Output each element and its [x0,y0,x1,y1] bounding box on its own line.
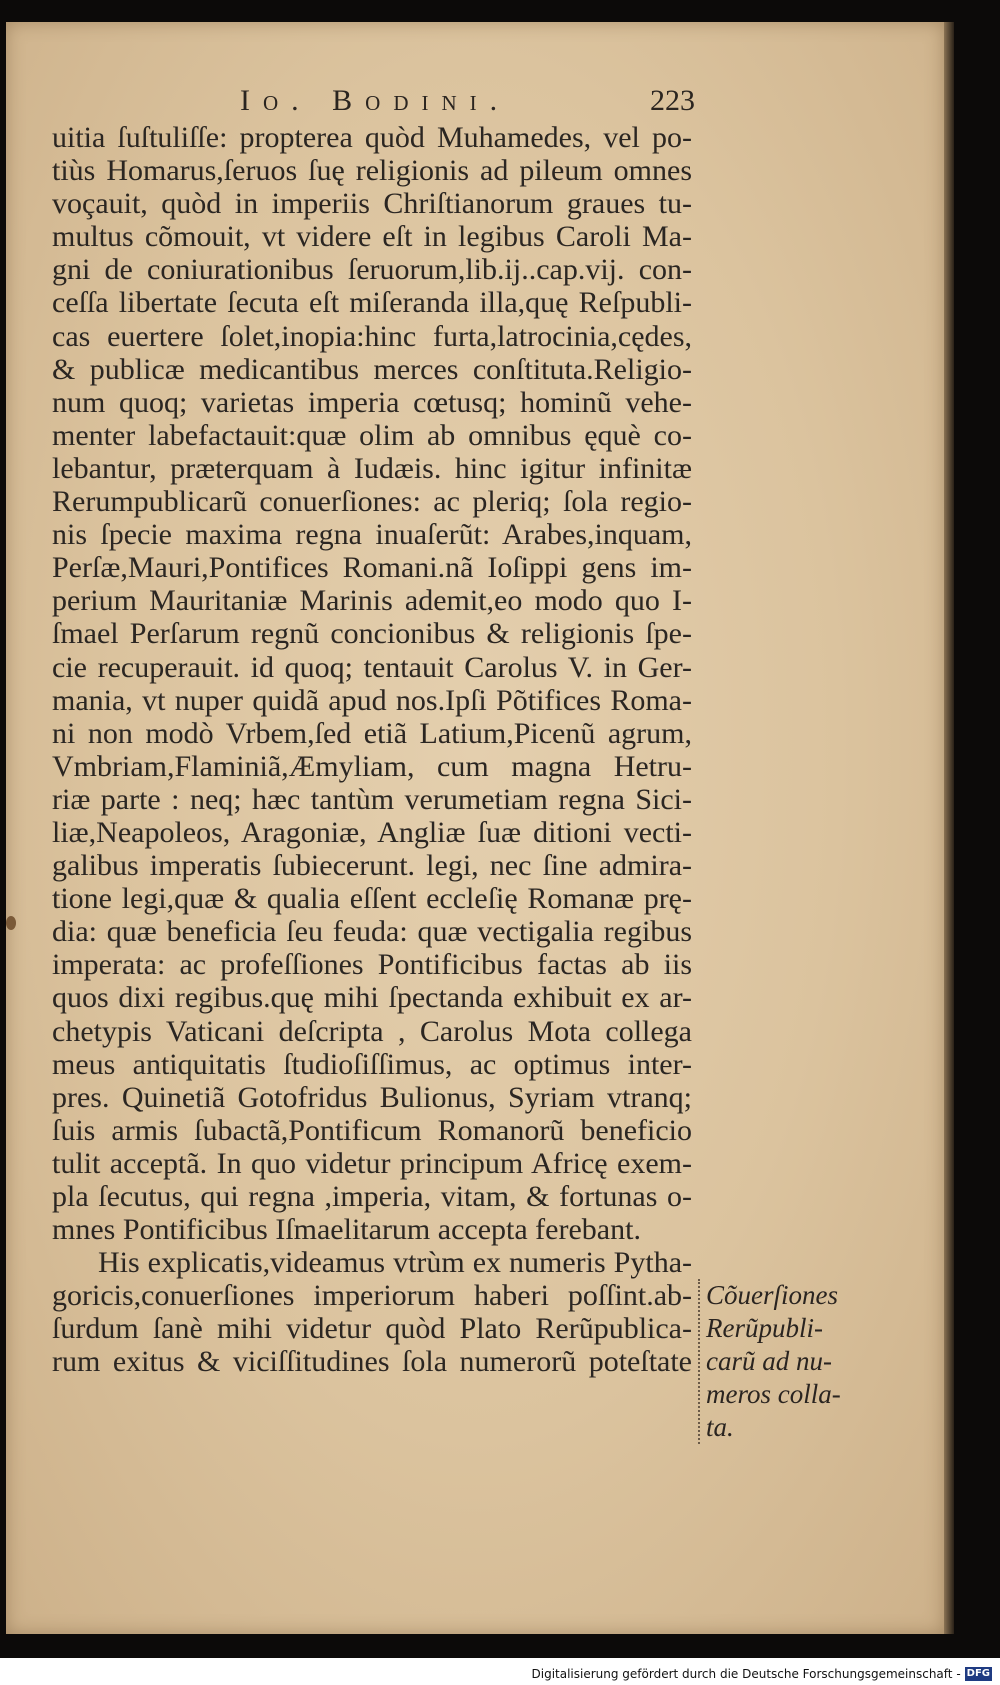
text-line: His explicatis,videamus vtrùm ex numeris Pytha- [98,1246,692,1280]
margin-note-line: meros colla- [706,1379,841,1409]
text-line: tiùs Homarus,ſeruos ſuę religionis ad pileum omnes [52,154,692,188]
text-line: cie recuperauit. id quoq; tentauit Carolus V. in Ger- [52,650,692,684]
text-line: Vmbriam,Flaminiã,Æmyliam, cum magna Hetru- [52,749,692,783]
page-number: 223 [650,84,695,117]
text-line: ni non modò Vrbem,ſed etiã Latium,Picenũ agrum, [52,716,692,750]
dfg-logo: DFG [966,1668,990,1679]
footer-text: Digitalisierung gefördert durch die Deutsche Forschungsgemeinschaft - [531,1667,961,1681]
text-line: menter labefactauit:quæ olim ab omnibus ęquè co- [52,418,692,452]
text-line: num quoq; varietas imperia cœtusq; hominũ vehe- [52,385,692,419]
text-line: pres. Quinetiã Gotofridus Bulionus, Syriam vtranq; [52,1080,692,1114]
margin-note-line: Rerũpubli- [706,1313,823,1343]
text-line: lebantur, præterquam à Iudæis. hinc igitur infinitæ [52,451,692,485]
text-line: & publicæ medicantibus merces conſtituta.Religio- [52,352,692,386]
text-line: dia: quæ beneficia ſeu feuda: quæ vectigalia regibus [52,915,692,949]
text-line: galibus imperatis ſubiecerunt. legi, nec ſine admira- [52,849,692,883]
text-line: goricis,conuerſiones imperiorum haberi poſſint.ab- [52,1279,692,1313]
text-line: Perſæ,Mauri,Pontifices Romani.nã Ioſippi gens im- [52,551,692,585]
text-line: liæ,Neapoleos, Aragoniæ, Angliæ ſuæ ditioni vecti- [52,815,692,849]
text-line: mania, vt nuper quidã apud nos.Ipſi Põtifices Roma- [52,683,692,717]
text-line: perium Mauritaniæ Marinis ademit,eo modo quo I- [52,584,692,618]
text-line: quos dixi regibus.quę mihi ſpectanda exhibuit ex ar- [52,981,692,1015]
ink-spot [6,916,16,930]
margin-note [698,1279,876,1444]
margin-note-line: carũ ad nu- [706,1346,832,1376]
text-line: voçauit, quòd in imperiis Chriſtianorum graues tu- [52,187,692,221]
text-line: multus cõmouit, vt videre eſt in legibus Caroli Ma- [52,220,692,254]
digitization-footer [532,1664,993,1684]
text-line: tulit acceptã. In quo videtur principum Africę exem- [52,1146,692,1180]
text-line: tione legi,quæ & qualia eſſent eccleſię Romanæ prę- [52,882,692,916]
running-head: Io. Bodini. [240,84,511,117]
text-line: gni de coniurationibus ſeruorum,lib.ij..cap.vij. con- [52,253,692,287]
text-line: nis ſpecie maxima regna inuaſerũt: Arabes,inquam, [52,518,692,552]
body-text [52,121,692,1379]
text-line: uitia ſuſtuliſſe: propterea quòd Muhamedes, vel po- [52,121,692,154]
text-line: pla ſecutus, qui regna ,imperia, vitam, & fortunas o- [52,1180,692,1213]
text-line: ſurdum ſanè mihi videtur quòd Plato Rerũpublica- [52,1312,692,1346]
text-line: imperata: ac profeſſiones Pontificibus factas ab iis [52,948,692,982]
text-line: ſmael Perſarum regnũ concionibus & religionis ſpe- [52,617,692,651]
margin-note-line: Cõuerſiones [706,1280,838,1310]
margin-note-line: ta. [706,1412,734,1442]
text-line: ceſſa libertate ſecuta eſt miſeranda illa,quę Reſpubli- [52,286,692,320]
text-line: rum exitus & viciſſitudines ſola numerorũ poteſtate [52,1345,692,1379]
page-edge [944,22,954,1634]
text-line: riæ parte : neq; hæc tantùm verumetiam regna Sici- [52,782,692,816]
text-line: chetypis Vaticani deſcripta , Carolus Mota collega [52,1014,692,1048]
text-line: cas euertere ſolet,inopia:hinc furta,latrocinia,cędes, [52,319,692,353]
text-line: mnes Pontificibus Iſmaelitarum accepta ferebant. [52,1213,641,1247]
text-line: Rerumpublicarũ conuerſiones: ac pleriq; ſola regio- [52,485,692,519]
text-line: ſuis armis ſubactã,Pontificum Romanorũ beneficio [52,1113,692,1147]
text-line: meus antiquitatis ſtudioſiſſimus, ac optimus inter- [52,1047,692,1081]
